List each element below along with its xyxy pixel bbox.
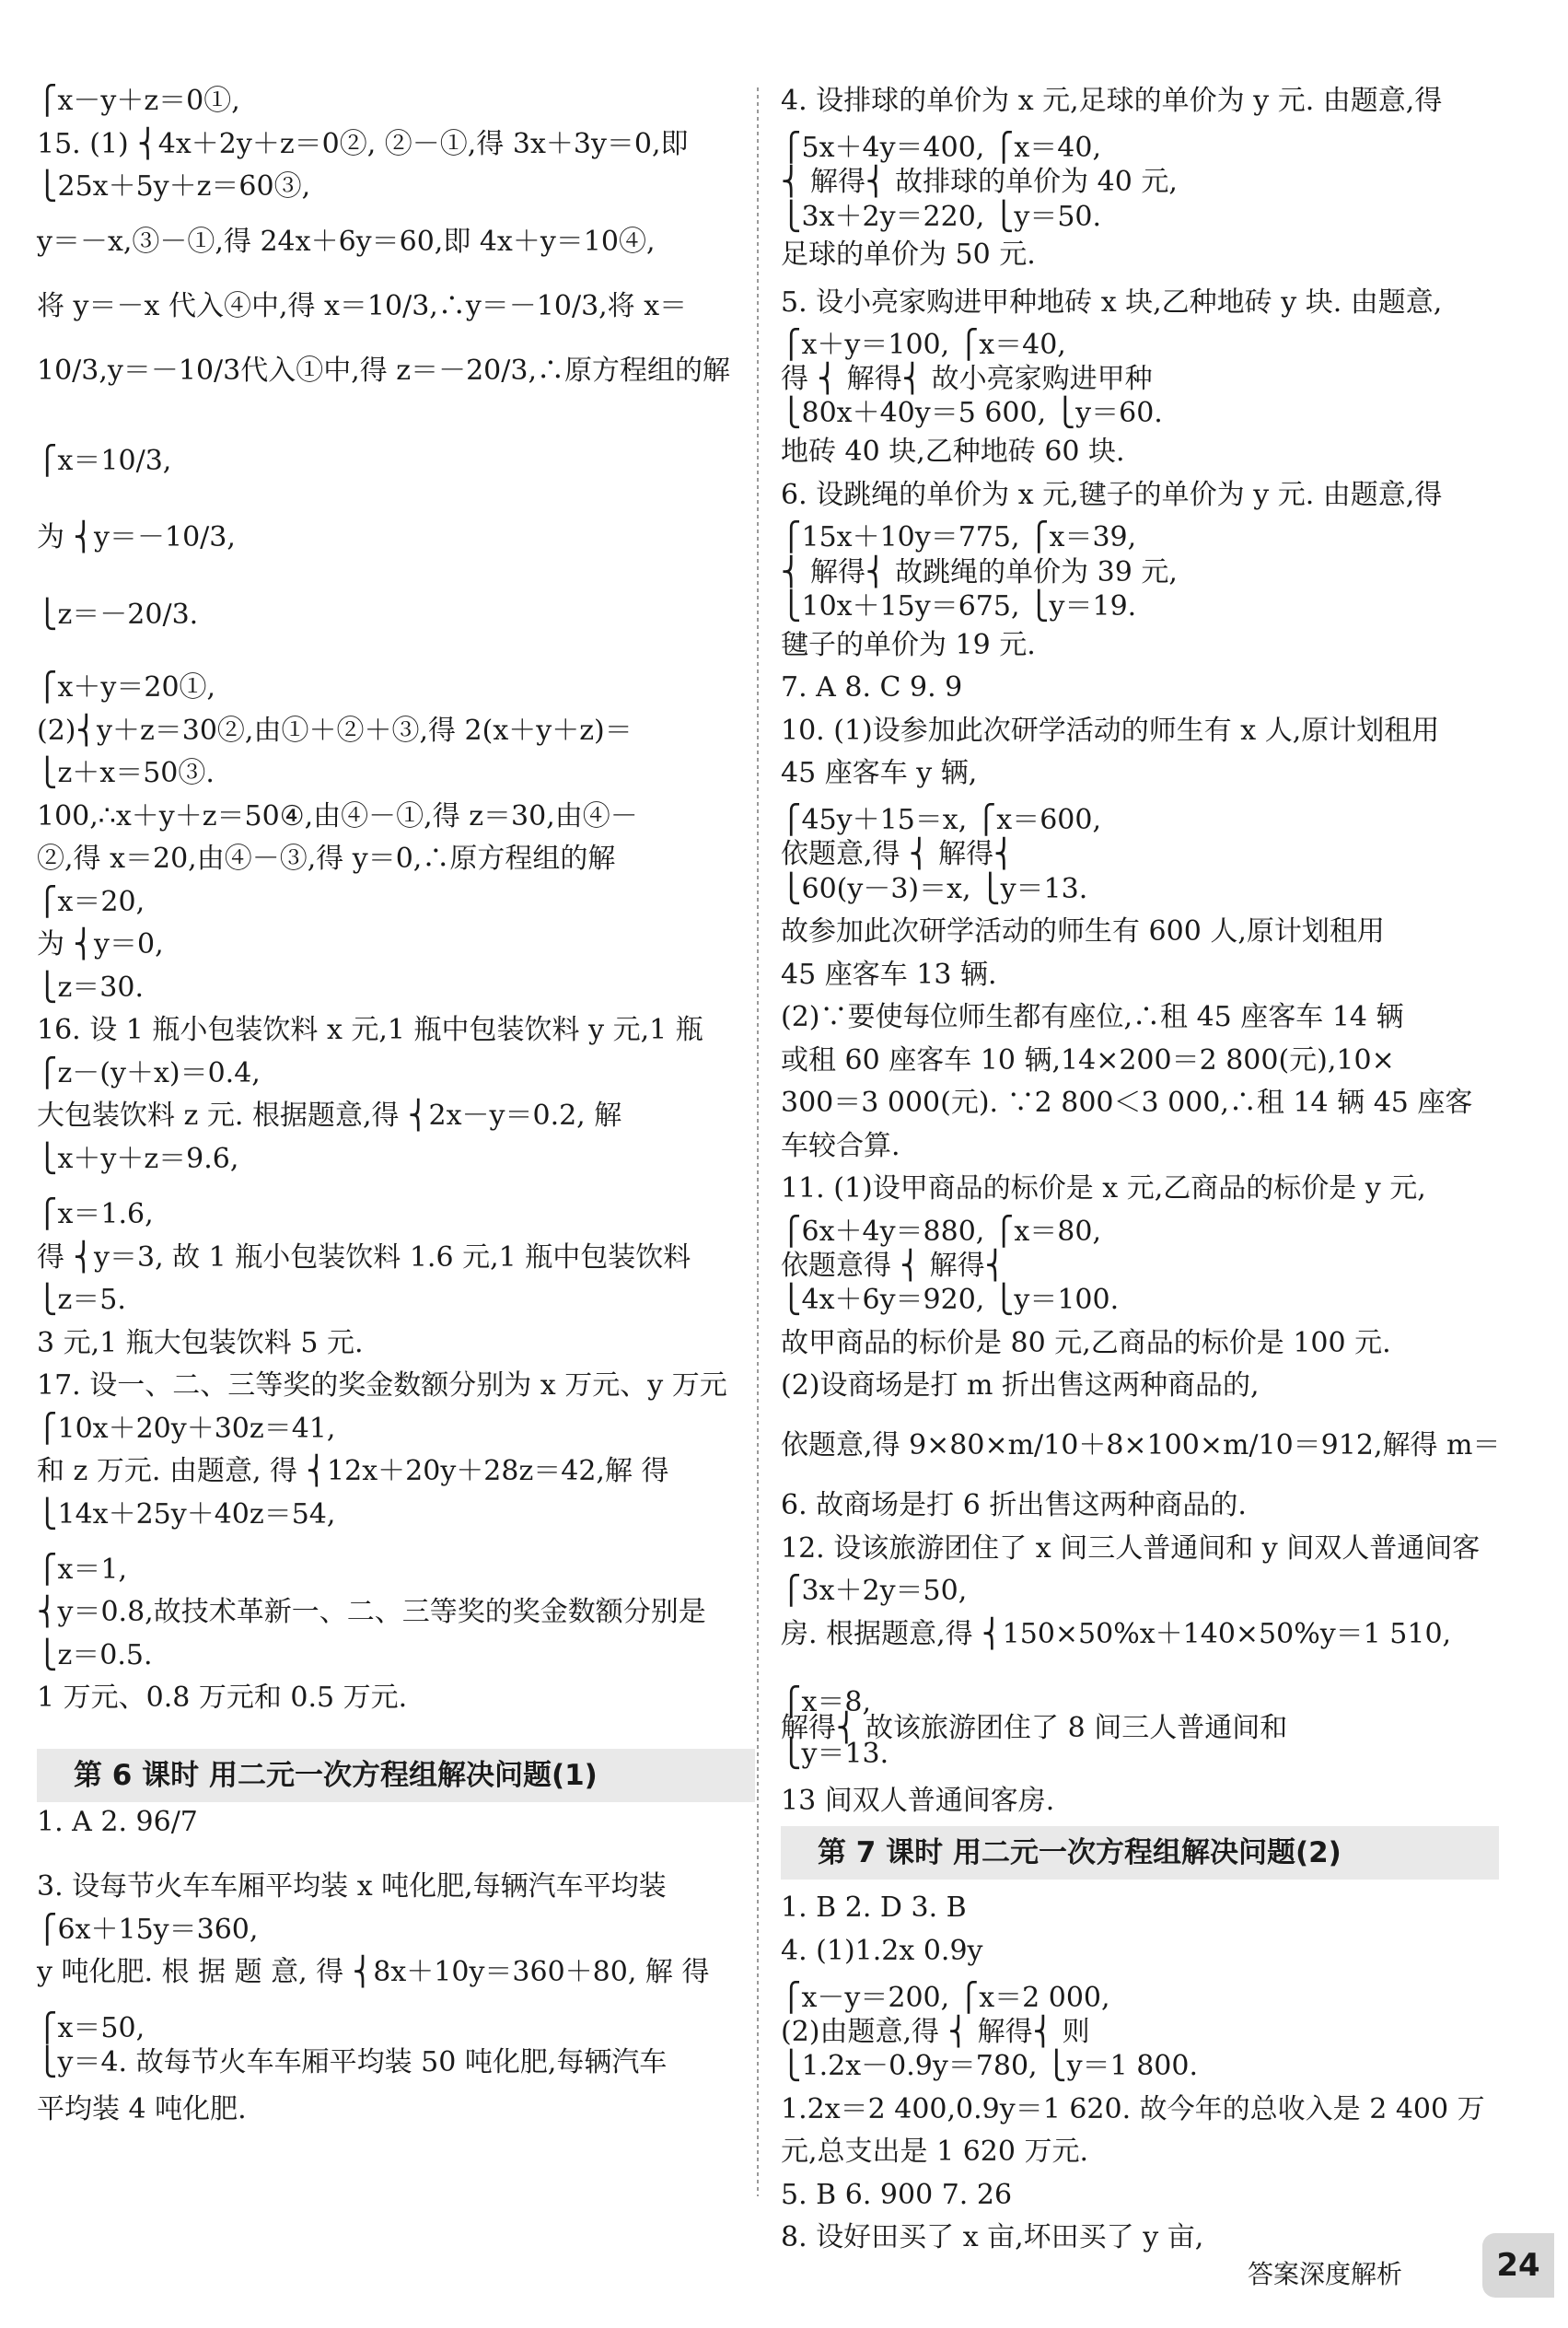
text-line: 足球的单价为 50 元. — [781, 239, 1036, 272]
section-heading: 第 6 课时 用二元一次方程组解决问题(1) — [37, 1749, 755, 1802]
text-line: 5. 设小亮家购进甲种地砖 x 块,乙种地砖 y 块. 由题意, — [781, 285, 1443, 319]
text-line: ⎩x＋y＋z＝9.6, — [37, 1142, 239, 1175]
text-line: 7. A 8. C 9. 9 — [781, 671, 963, 704]
text-line: 和 z 万元. 由题意, 得 ⎨12x＋20y＋28z＝42,解 得 — [37, 1455, 669, 1487]
text-line: ⎧x＋y＝20①, — [37, 671, 216, 704]
text-line: ⎩z＋x＝50③. — [37, 757, 215, 790]
text-line: 车较合算. — [781, 1129, 900, 1162]
text-line: 1.2x＝2 400,0.9y＝1 620. 故今年的总收入是 2 400 万 — [781, 2092, 1485, 2125]
text-line: ⎧15x＋10y＝775, ⎧x＝39, — [781, 521, 1137, 554]
text-line: ⎩10x＋15y＝675, ⎩y＝19. — [781, 589, 1137, 623]
text-line: ⎧x＝8, — [781, 1686, 872, 1719]
text-line: ②,得 x＝20,由④－③,得 y＝0,∴原方程组的解 — [37, 843, 616, 876]
text-line: 300＝3 000(元). ∵2 800＜3 000,∴租 14 辆 45 座客 — [781, 1087, 1473, 1120]
text-line: 得 ⎨ 解得⎨ 故小亮家购进甲种 — [781, 363, 1153, 396]
text-line: ⎩z＝30. — [37, 971, 145, 1004]
text-line: 11. (1)设甲商品的标价是 x 元,乙商品的标价是 y 元, — [781, 1172, 1426, 1205]
text-line: ⎧x－y＋z＝0①, — [37, 85, 240, 117]
text-line: 故参加此次研学活动的师生有 600 人,原计划租用 — [781, 915, 1385, 949]
text-line: 12. 设该旅游团住了 x 间三人普通间和 y 间双人普通间客 — [781, 1531, 1481, 1565]
text-line: 3. 设每节火车车厢平均装 x 吨化肥,每辆汽车平均装 — [37, 1870, 667, 1903]
text-line: ⎨y＝0.8,故技术革新一、二、三等奖的奖金数额分别是 — [37, 1596, 706, 1629]
text-line: y＝－x,③－①,得 24x＋6y＝60,即 4x＋y＝10④, — [37, 226, 656, 259]
text-line: ⎩25x＋5y＋z＝60③, — [37, 170, 311, 203]
text-line: 8. 设好田买了 x 亩,坏田买了 y 亩, — [781, 2221, 1204, 2254]
text-line: 6. 故商场是打 6 折出售这两种商品的. — [781, 1489, 1247, 1522]
text-line: ⎧x＝10/3, — [37, 444, 172, 477]
text-line: 10/3,y＝－10/3代入①中,得 z＝－20/3,∴原方程组的解 — [37, 354, 731, 387]
text-line: 房. 根据题意,得 ⎨150×50%x＋140×50%y＝1 510, — [781, 1617, 1452, 1650]
text-line: 17. 设一、二、三等奖的奖金数额分别为 x 万元、y 万元 — [37, 1369, 727, 1402]
text-line: 解得⎨ 故该旅游团住了 8 间三人普通间和 — [781, 1712, 1288, 1744]
text-line: ⎩y＝4. 故每节火车车厢平均装 50 吨化肥,每辆汽车 — [37, 2045, 668, 2078]
text-line: 为 ⎨y＝0, — [37, 928, 164, 961]
text-line: 依题意,得 ⎨ 解得⎨ — [781, 838, 1015, 871]
text-line: 13 间双人普通间客房. — [781, 1785, 1055, 1818]
text-line: 元,总支出是 1 620 万元. — [781, 2136, 1089, 2169]
text-line: (2)设商场是打 m 折出售这两种商品的, — [781, 1369, 1260, 1402]
text-line: ⎧x＝20, — [37, 885, 145, 918]
section-heading: 第 7 课时 用二元一次方程组解决问题(2) — [781, 1826, 1499, 1880]
text-line: ⎩60(y－3)＝x, ⎩y＝13. — [781, 872, 1088, 905]
page-number: 24 — [1482, 2233, 1554, 2298]
text-line: ⎩1.2x－0.9y＝780, ⎩y＝1 800. — [781, 2050, 1198, 2083]
text-line: 大包装饮料 z 元. 根据题意,得 ⎨2x－y＝0.2, 解 — [37, 1100, 622, 1133]
text-line: 地砖 40 块,乙种地砖 60 块. — [781, 436, 1125, 469]
text-line: 3 元,1 瓶大包装饮料 5 元. — [37, 1326, 364, 1359]
text-line: 5. B 6. 900 7. 26 — [781, 2178, 1013, 2211]
text-line: 10. (1)设参加此次研学活动的师生有 x 人,原计划租用 — [781, 714, 1440, 747]
text-line: ⎩80x＋40y＝5 600, ⎩y＝60. — [781, 397, 1163, 430]
text-line: 15. (1) ⎨4x＋2y＋z＝0②, ②－①,得 3x＋3y＝0,即 — [37, 127, 689, 160]
column-divider — [757, 87, 759, 2196]
text-line: 依题意,得 9×80×m/10＋8×100×m/10＝912,解得 m＝ — [781, 1429, 1501, 1462]
text-line: ⎧45y＋15＝x, ⎧x＝600, — [781, 804, 1102, 837]
footer-label: 答案深度解析 — [1248, 2259, 1403, 2289]
text-line: 1. B 2. D 3. B — [781, 1892, 967, 1925]
text-line: (2)⎨y＋z＝30②,由①＋②＋③,得 2(x＋y＋z)＝ — [37, 714, 633, 747]
text-line: 16. 设 1 瓶小包装饮料 x 元,1 瓶中包装饮料 y 元,1 瓶 — [37, 1014, 703, 1047]
text-line: 100,∴x＋y＋z＝50④,由④－①,得 z＝30,由④－ — [37, 799, 638, 832]
text-line: (2)∵要使每位师生都有座位,∴租 45 座客车 14 辆 — [781, 1001, 1404, 1034]
text-line: ⎩z＝0.5. — [37, 1638, 153, 1671]
text-line: 毽子的单价为 19 元. — [781, 628, 1036, 661]
text-line: ⎩4x＋6y＝920, ⎩y＝100. — [781, 1284, 1120, 1316]
text-line: 或租 60 座客车 10 辆,14×200＝2 800(元),10× — [781, 1043, 1395, 1077]
text-line: ⎧6x＋15y＝360, — [37, 1913, 259, 1946]
text-line: ⎩14x＋25y＋40z＝54, — [37, 1497, 336, 1531]
text-line: ⎩z＝－20/3. — [37, 599, 199, 631]
text-line: ⎨ 解得⎨ 故跳绳的单价为 39 元, — [781, 555, 1178, 588]
text-line: ⎧6x＋4y＝880, ⎧x＝80, — [781, 1215, 1102, 1248]
text-line: ⎩y＝13. — [781, 1737, 889, 1770]
text-line: ⎧x＝1, — [37, 1553, 128, 1586]
text-line: 平均装 4 吨化肥. — [37, 2092, 247, 2125]
text-line: 6. 设跳绳的单价为 x 元,毽子的单价为 y 元. 由题意,得 — [781, 478, 1443, 511]
text-line: 4. (1)1.2x 0.9y — [781, 1934, 983, 1967]
text-line: ⎩z＝5. — [37, 1284, 126, 1316]
text-line: ⎧x＋y＝100, ⎧x＝40, — [781, 329, 1066, 362]
text-line: 4. 设排球的单价为 x 元,足球的单价为 y 元. 由题意,得 — [781, 85, 1443, 117]
text-line: y 吨化肥. 根 据 题 意, 得 ⎨8x＋10y＝360＋80, 解 得 — [37, 1956, 710, 1989]
text-line: 依题意得 ⎨ 解得⎨ — [781, 1249, 1006, 1282]
text-line: 45 座客车 13 辆. — [781, 958, 997, 991]
text-line: (2)由题意,得 ⎨ 解得⎨ 则 — [781, 2016, 1090, 2049]
text-line: 故甲商品的标价是 80 元,乙商品的标价是 100 元. — [781, 1326, 1391, 1359]
text-line: ⎧x－y＝200, ⎧x＝2 000, — [781, 1981, 1110, 2014]
text-line: 1 万元、0.8 万元和 0.5 万元. — [37, 1682, 408, 1715]
text-line: ⎧x＝50, — [37, 2011, 145, 2044]
text-line: ⎧3x＋2y＝50, — [781, 1575, 968, 1608]
text-line: 为 ⎨y＝－10/3, — [37, 521, 236, 554]
text-line: ⎧5x＋4y＝400, ⎧x＝40, — [781, 132, 1102, 165]
text-line: 将 y＝－x 代入④中,得 x＝10/3,∴y＝－10/3,将 x＝ — [37, 290, 688, 323]
text-line: ⎩3x＋2y＝220, ⎩y＝50. — [781, 200, 1102, 233]
text-line: 1. A 2. 96/7 — [37, 1806, 198, 1839]
text-line: ⎧z－(y＋x)＝0.4, — [37, 1056, 261, 1089]
text-line: 得 ⎨y＝3, 故 1 瓶小包装饮料 1.6 元,1 瓶中包装饮料 — [37, 1240, 691, 1274]
text-line: 45 座客车 y 辆, — [781, 757, 978, 790]
text-line: ⎧x＝1.6, — [37, 1198, 154, 1230]
text-line: ⎧10x＋20y＋30z＝41, — [37, 1412, 336, 1445]
text-line: ⎨ 解得⎨ 故排球的单价为 40 元, — [781, 166, 1178, 199]
